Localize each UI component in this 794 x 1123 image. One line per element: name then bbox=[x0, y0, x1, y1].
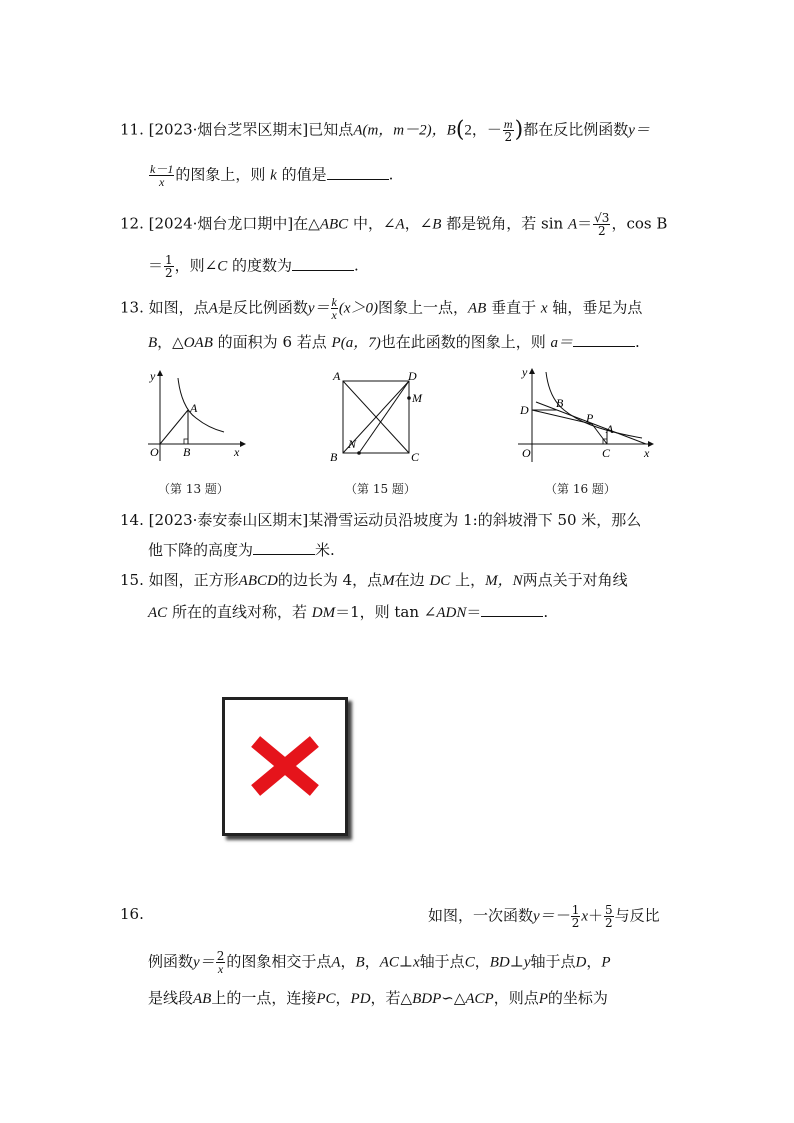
q11-text-a: 已知点 bbox=[308, 120, 354, 139]
figure-13 bbox=[140, 366, 250, 466]
q12-end: . bbox=[354, 256, 359, 275]
fig16-label-d: D bbox=[520, 403, 529, 417]
q11-frac-den: 2 bbox=[504, 130, 513, 144]
q13-answer-blank[interactable] bbox=[573, 332, 635, 347]
q11-end: . bbox=[388, 165, 394, 184]
q14-source: [2023·泰安泰山区期末] bbox=[148, 511, 309, 529]
q11-answer-blank[interactable] bbox=[327, 165, 389, 180]
fig16-label-y: y bbox=[522, 365, 528, 379]
q12-source: [2024·烟台龙口期中] bbox=[148, 214, 294, 233]
q13-a: A bbox=[208, 300, 218, 317]
q16-line2 bbox=[148, 950, 611, 975]
q16-text-d: 的图象相交于点 bbox=[226, 952, 332, 971]
q13-text-c: 图象上一点， bbox=[378, 298, 469, 317]
q16-c1: ， bbox=[340, 952, 356, 971]
q16-fraction-half bbox=[571, 904, 581, 929]
q12-number: 12. bbox=[120, 214, 144, 233]
fig16-caption: （第 16 题） bbox=[545, 482, 616, 496]
q15-m: M bbox=[382, 573, 395, 589]
q14-ratio: : bbox=[472, 511, 478, 529]
q11-fraction-m2 bbox=[503, 118, 514, 143]
q12-eq: ＝ bbox=[577, 214, 593, 233]
q11-k-den: x bbox=[159, 175, 165, 189]
q16-fraction-five-half bbox=[604, 904, 614, 929]
q16-line1 bbox=[428, 904, 660, 929]
q12-text-e: ，则∠ bbox=[174, 256, 218, 275]
q12-half-den: 2 bbox=[165, 266, 173, 280]
q16-y-eq2: y＝ bbox=[193, 954, 215, 971]
q13-text-d: 垂直于 bbox=[491, 298, 537, 317]
q15-line2 bbox=[148, 602, 548, 623]
fig13-label-o: O bbox=[150, 445, 159, 459]
q16-ab: AB bbox=[193, 991, 212, 1007]
q16-p2: P bbox=[538, 991, 548, 1007]
q16-b: B bbox=[355, 954, 365, 971]
q11-point-b-coords: 2，－ bbox=[464, 122, 502, 139]
q13-x2: x bbox=[540, 300, 548, 317]
q13-text-b: 是反比例函数 bbox=[217, 298, 308, 317]
q16-2x-num: 2 bbox=[216, 949, 225, 963]
q12-half-num: 1 bbox=[165, 253, 173, 267]
q11-paren-close: ) bbox=[514, 117, 524, 143]
q11-text-c: 的图象上，则 bbox=[175, 165, 266, 184]
fig15-label-m: M bbox=[412, 391, 422, 405]
fig15-label-n: N bbox=[348, 437, 357, 451]
q11-number: 11. bbox=[120, 120, 144, 139]
q16-acp: ACP bbox=[465, 991, 494, 1007]
q13-b: B bbox=[148, 335, 158, 351]
q12-answer-blank[interactable] bbox=[292, 256, 354, 271]
q12-abc: ABC bbox=[319, 216, 349, 233]
q16-c4: ， bbox=[586, 952, 602, 971]
q15-ac: AC bbox=[148, 605, 168, 621]
q15-number: 15. bbox=[120, 571, 144, 589]
fig13-caption: （第 13 题） bbox=[158, 482, 229, 496]
q14-text-b: 的斜坡滑下 50 米，那么 bbox=[477, 511, 642, 529]
q15-dm: DM bbox=[311, 605, 336, 621]
fig16-label-a: A bbox=[606, 422, 614, 436]
q12-a2: A bbox=[567, 216, 578, 233]
q11-y-eq: y＝ bbox=[628, 122, 650, 139]
q11-fraction-k bbox=[149, 163, 174, 188]
fig13-curve bbox=[178, 378, 224, 432]
q16-y: y bbox=[523, 954, 531, 971]
q13-x: x bbox=[331, 308, 337, 322]
q16-x3: x bbox=[413, 954, 420, 971]
fig13-y-arrow bbox=[157, 370, 163, 376]
fig13-label-y: y bbox=[150, 369, 156, 383]
q15-text-a: 如图，正方形 bbox=[148, 571, 239, 589]
q11-k-num: k－1 bbox=[150, 162, 174, 176]
q13-text-h: 也在此函数的图象上，则 bbox=[380, 333, 546, 351]
q16-number: 16. bbox=[120, 905, 144, 923]
q13-end: . bbox=[635, 333, 640, 351]
q14-text-d: 米. bbox=[315, 541, 335, 559]
fig15-point-m bbox=[407, 396, 411, 400]
q13-p: P(a，7) bbox=[331, 335, 381, 351]
q16-perp1: ⊥ bbox=[398, 952, 413, 971]
q16-text-g: 是线段 bbox=[148, 989, 194, 1007]
fig15-segment-dn bbox=[359, 381, 409, 453]
q13-text-g: 的面积为 6 若点 bbox=[217, 333, 327, 351]
q12-text-f: 的度数为 bbox=[232, 256, 293, 275]
fig13-label-a: A bbox=[190, 401, 198, 415]
q13-a-eq: a＝ bbox=[550, 335, 574, 351]
q16-five: 5 bbox=[605, 903, 613, 917]
q13-number: 13. bbox=[120, 298, 144, 317]
q13-fraction-kx bbox=[331, 296, 338, 321]
q16-y-eq: y＝－ bbox=[533, 908, 570, 925]
fig15-label-b: B bbox=[330, 450, 338, 464]
q12-text-c: ，∠ bbox=[404, 214, 433, 233]
q12-c: C bbox=[217, 258, 228, 275]
q12-a: A bbox=[395, 216, 405, 233]
q12-text-a: 在△ bbox=[293, 214, 320, 233]
fig13-label-x: x bbox=[234, 445, 240, 459]
fig16-segment-pc bbox=[592, 424, 607, 444]
q13-line2 bbox=[148, 332, 640, 353]
q11-point-b-label: ，B bbox=[431, 122, 456, 139]
q13-text-f: ，△ bbox=[157, 333, 184, 351]
q11-text-d: 的值是 bbox=[281, 165, 327, 184]
q15-answer-blank[interactable] bbox=[481, 602, 543, 617]
q12-b: B bbox=[432, 216, 442, 233]
q12-line2 bbox=[148, 254, 359, 279]
fig16-label-o: O bbox=[522, 446, 531, 460]
q16-c3: ， bbox=[474, 952, 490, 971]
q14-text-a: 某滑雪运动员沿坡度为 1 bbox=[308, 511, 473, 529]
q16-pc: PC bbox=[316, 991, 336, 1007]
q16-pd: PD bbox=[350, 991, 371, 1007]
fig16-label-x: x bbox=[644, 446, 650, 460]
q12-text-d: 都是锐角，若 sin bbox=[446, 214, 564, 233]
q16-c5: ， bbox=[335, 989, 351, 1007]
q16-ac: AC bbox=[379, 954, 399, 971]
q16-text-f: 轴于点 bbox=[530, 952, 576, 971]
q12-fraction-half bbox=[164, 254, 174, 279]
q16-line3 bbox=[148, 988, 608, 1009]
q14-text-c: 他下降的高度为 bbox=[148, 541, 254, 559]
q15-text-c: 在边 bbox=[394, 571, 425, 589]
q16-sim: ∽△ bbox=[441, 989, 466, 1007]
q16-text-k: 的坐标为 bbox=[547, 989, 608, 1007]
q13-k: k bbox=[331, 295, 337, 309]
q13-oab: OAB bbox=[183, 335, 213, 351]
q15-adn: ADN bbox=[436, 605, 467, 621]
q14-answer-blank[interactable] bbox=[253, 540, 315, 555]
q16-a: A bbox=[331, 954, 341, 971]
q15-text-e: 两点关于对角线 bbox=[522, 571, 628, 589]
q15-end: . bbox=[543, 603, 549, 621]
q16-text-c: 例函数 bbox=[148, 952, 194, 971]
q16-p: P bbox=[601, 954, 611, 971]
q13-y-eq: y＝ bbox=[307, 300, 330, 317]
q15-text-f: 所在的直线对称，若 bbox=[171, 603, 307, 621]
q11-line2 bbox=[148, 163, 393, 188]
q12-text-b: 中，∠ bbox=[352, 214, 396, 233]
q16-fraction-2x bbox=[216, 950, 226, 975]
q12-sqrt3-den: 2 bbox=[597, 224, 606, 238]
q15-eq: ＝ bbox=[466, 603, 482, 621]
q11-k: k bbox=[270, 167, 277, 184]
q12-cosb: ，cos B bbox=[611, 214, 668, 233]
fig13-label-b: B bbox=[183, 445, 191, 459]
q16-c: C bbox=[464, 954, 475, 971]
q16-text-h: 上的一点，连接 bbox=[211, 989, 317, 1007]
fig15-label-c: C bbox=[411, 450, 420, 464]
q16-half-num: 1 bbox=[571, 903, 580, 917]
fig13-right-angle bbox=[184, 439, 188, 444]
q16-d: D bbox=[575, 954, 587, 971]
fig15-point-n bbox=[357, 451, 361, 455]
q15-dc: DC bbox=[429, 573, 451, 589]
q16-c2: ， bbox=[364, 952, 380, 971]
q16-text-a: 如图，一次函数 bbox=[428, 906, 534, 925]
q12-fraction-sqrt3 bbox=[593, 212, 610, 237]
q16-bdp: BDP bbox=[412, 991, 442, 1007]
broken-image-placeholder bbox=[222, 697, 348, 836]
fig16-label-b: B bbox=[556, 396, 564, 410]
fig16-y-arrow bbox=[529, 368, 535, 374]
fig15-label-a: A bbox=[333, 369, 341, 383]
q16-half-den: 2 bbox=[571, 916, 580, 930]
q15-text-d: 上， bbox=[455, 571, 486, 589]
q16-2x-den: x bbox=[217, 962, 224, 976]
q13-ab: AB bbox=[468, 300, 487, 317]
q15-line1 bbox=[120, 570, 628, 591]
q16-number-line bbox=[120, 904, 144, 924]
q13-line1 bbox=[120, 296, 642, 321]
broken-image-x-icon bbox=[225, 700, 345, 833]
fig15-caption: （第 15 题） bbox=[345, 482, 416, 496]
q11-text-b: 都在反比例函数 bbox=[523, 120, 629, 139]
q16-text-i: ，若△ bbox=[370, 989, 413, 1007]
q12-eq2: ＝ bbox=[148, 256, 164, 275]
q16-text-j: ，则点 bbox=[493, 989, 539, 1007]
q13-cond: (x＞0) bbox=[338, 300, 378, 317]
q11-point-a: A(m，m－2) bbox=[353, 122, 432, 139]
q15-mn: M，N bbox=[485, 573, 523, 589]
fig15-label-d: D bbox=[408, 369, 417, 383]
q15-text-g: ＝1，则 tan ∠ bbox=[335, 603, 437, 621]
q16-text-e: 轴于点 bbox=[419, 952, 465, 971]
q16-bd: BD bbox=[489, 954, 510, 971]
q14-number: 14. bbox=[120, 511, 144, 529]
q14-line2 bbox=[148, 540, 335, 560]
q12-line1 bbox=[120, 212, 667, 237]
q12-sqrt3: √3 bbox=[594, 211, 610, 225]
figure-15 bbox=[330, 366, 430, 466]
fig16-label-p: P bbox=[586, 411, 594, 425]
q11-line1 bbox=[120, 118, 650, 143]
figure-16 bbox=[512, 364, 657, 464]
q11-source: [2023·烟台芝罘区期末] bbox=[148, 120, 309, 139]
q13-text-e: 轴，垂足为点 bbox=[552, 298, 643, 317]
q13-text-a: 如图，点 bbox=[148, 298, 209, 317]
q15-abcd: ABCD bbox=[238, 573, 278, 589]
q11-frac-num: m bbox=[503, 117, 513, 131]
q14-line1 bbox=[120, 510, 641, 530]
q11-paren-open: ( bbox=[455, 117, 465, 143]
fig16-label-c: C bbox=[602, 446, 611, 460]
q16-plus: ＋ bbox=[588, 906, 604, 925]
q16-x: x bbox=[581, 908, 588, 925]
q16-text-b: 与反比 bbox=[614, 906, 660, 925]
q15-text-b: 的边长为 4，点 bbox=[277, 571, 383, 589]
q16-perp2: ⊥ bbox=[509, 952, 524, 971]
fig13-x-arrow bbox=[240, 441, 246, 447]
q16-five-den: 2 bbox=[605, 916, 613, 930]
